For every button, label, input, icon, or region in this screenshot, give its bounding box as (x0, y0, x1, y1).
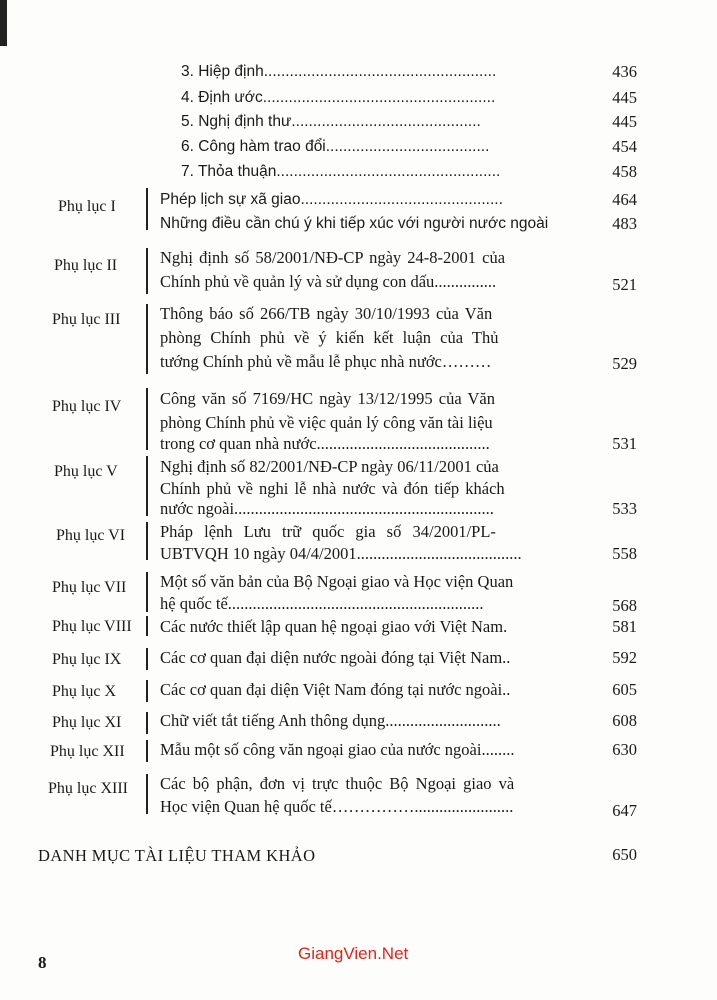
scan-edge-mark (0, 0, 7, 46)
appendix-page: 531 (612, 434, 637, 453)
appendix-line: Pháp lệnh Lưu trữ quốc gia số 34/2001/PL- (160, 522, 496, 541)
appendix-line: phòng Chính phủ về ý kiến kết luận của Thủ (160, 328, 499, 347)
appendix-page: 608 (612, 711, 637, 730)
appendix-line: Những điều cần chú ý khi tiếp xúc với người nước ngoài (160, 215, 549, 232)
references-page: 650 (612, 845, 637, 864)
appendix-line: Các bộ phận, đơn vị trực thuộc Bộ Ngoại giao và (160, 774, 515, 793)
appendix-line: UBTVQH 10 ngày 04/4/2001........................................ (160, 544, 522, 563)
appendix-line: Phép lịch sự xã giao............................................... (160, 191, 503, 208)
column-rule (146, 188, 148, 230)
toc-entry-text: 4. Định ước...................................................... (181, 89, 496, 106)
appendix-page: 558 (612, 544, 637, 563)
appendix-line: Mẫu một số công văn ngoại giao của nước ngoài........ (160, 740, 515, 759)
appendix-line: Các nước thiết lập quan hệ ngoại giao với Việt Nam. (160, 617, 508, 636)
appendix-page: 605 (612, 680, 637, 699)
appendix-page: 647 (612, 801, 637, 820)
appendix-line: hệ quốc tế.............................................................. (160, 594, 484, 613)
toc-entry-text: 6. Công hàm trao đổi...................................... (181, 138, 490, 155)
appendix-label: Phụ lục XI (52, 714, 122, 731)
toc-entry-page: 445 (612, 112, 637, 131)
toc-entry-page: 445 (612, 88, 637, 107)
column-rule (146, 774, 148, 814)
appendix-page: 529 (612, 354, 637, 373)
appendix-label: Phụ lục IV (52, 398, 122, 415)
appendix-page: 592 (612, 648, 637, 667)
appendix-page: 581 (612, 617, 637, 636)
column-rule (146, 388, 148, 450)
appendix-label: Phụ lục VIII (52, 618, 132, 635)
toc-entry-page: 454 (612, 137, 637, 156)
appendix-line: Chính phủ về nghi lễ nhà nước và đón tiếp khách (160, 479, 505, 498)
appendix-line: Chính phủ về quản lý và sử dụng con dấu............... (160, 272, 497, 291)
appendix-page: 464 (612, 190, 637, 209)
appendix-line: Chữ viết tắt tiếng Anh thông dụng............................ (160, 711, 501, 730)
page-number: 8 (38, 953, 47, 972)
appendix-page: 568 (612, 596, 637, 615)
appendix-page: 630 (612, 740, 637, 759)
watermark-text: GiangVien.Net (298, 944, 409, 963)
column-rule (146, 522, 148, 560)
references-heading: DANH MỤC TÀI LIỆU THAM KHẢO (38, 846, 316, 865)
appendix-line: nước ngoài............................................................... (160, 499, 494, 518)
appendix-line: Thông báo số 266/TB ngày 30/10/1993 của Văn (160, 304, 493, 323)
appendix-page: 533 (612, 499, 637, 518)
toc-entry-page: 436 (612, 62, 637, 81)
appendix-page: 521 (612, 275, 637, 294)
appendix-label: Phụ lục IX (52, 651, 122, 668)
column-rule (146, 740, 148, 762)
appendix-label: Phụ lục V (54, 463, 118, 480)
appendix-label: Phụ lục II (54, 257, 118, 274)
appendix-line: phòng Chính phủ về việc quản lý công văn tài liệu (160, 413, 493, 432)
appendix-line: Các cơ quan đại diện Việt Nam đóng tại nước ngoài.. (160, 680, 511, 699)
appendix-label: Phụ lục XII (50, 743, 125, 760)
appendix-label: Phụ lục VII (52, 579, 127, 596)
column-rule (146, 248, 148, 294)
column-rule (146, 712, 148, 734)
column-rule (146, 648, 148, 670)
appendix-line: Một số văn bản của Bộ Ngoại giao và Học viện Quan (160, 572, 514, 591)
column-rule (146, 304, 148, 374)
toc-entry-text: 7. Thỏa thuận.................................................... (181, 163, 501, 180)
appendix-line: tướng Chính phủ về mẫu lễ phục nhà nước……… (160, 352, 492, 371)
appendix-line: Học viện Quan hệ quốc tế……………........................ (160, 797, 514, 816)
appendix-label: Phụ lục III (52, 311, 121, 328)
appendix-page: 483 (612, 214, 637, 233)
appendix-line: Nghị định số 58/2001/NĐ-CP ngày 24-8-2001 của (160, 248, 506, 267)
column-rule (146, 680, 148, 702)
appendix-line: Nghị định số 82/2001/NĐ-CP ngày 06/11/2001 của (160, 457, 499, 476)
appendix-line: trong cơ quan nhà nước.......................................... (160, 434, 490, 453)
column-rule (146, 456, 148, 516)
toc-entry-page: 458 (612, 162, 637, 181)
appendix-line: Các cơ quan đại diện nước ngoài đóng tại Việt Nam.. (160, 648, 511, 667)
column-rule (146, 616, 148, 636)
appendix-label: Phụ lục I (58, 198, 116, 215)
appendix-line: Công văn số 7169/HC ngày 13/12/1995 của Văn (160, 389, 495, 408)
appendix-label: Phụ lục XIII (48, 780, 128, 797)
toc-entry-text: 5. Nghị định thư............................................ (181, 113, 481, 130)
toc-entry-text: 3. Hiệp định...................................................... (181, 63, 497, 80)
appendix-label: Phụ lục VI (56, 527, 126, 544)
column-rule (146, 572, 148, 612)
appendix-label: Phụ lục X (52, 683, 116, 700)
